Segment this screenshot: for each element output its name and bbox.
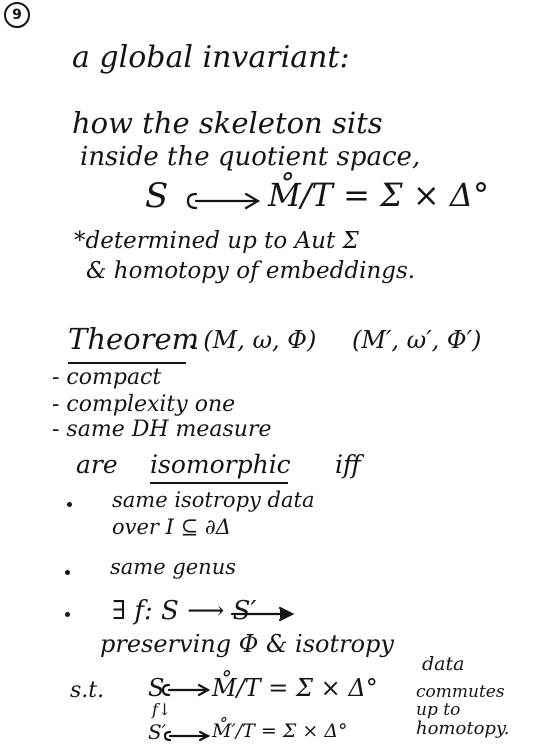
diagram-note-up-to: up to	[416, 700, 461, 720]
diagram-top-left: S	[148, 674, 165, 702]
diagram-st: s.t.	[70, 678, 105, 703]
page-number: 9	[4, 2, 30, 28]
heading: a global invariant:	[72, 40, 350, 75]
diagram-top-right: M̊/T = Σ × Δ°	[212, 674, 378, 702]
hook-arrow-bottom	[165, 732, 208, 740]
theorem-triple-2: (M′, ω′, Φ′)	[352, 326, 482, 354]
line-skeleton: how the skeleton sits	[72, 106, 383, 140]
iff-prefix: are	[76, 450, 118, 479]
bullet-data: data	[422, 653, 465, 675]
long-arrow-map	[232, 608, 292, 620]
diagram-f-label: f↓	[152, 700, 172, 719]
equation-rhs: M̊/T = Σ × Δ°	[268, 176, 489, 214]
iff-suffix: iff	[335, 450, 361, 479]
iff-isomorphic: isomorphic	[150, 450, 291, 479]
hook-arrow-embedding	[188, 194, 258, 208]
condition-compact: - compact	[52, 365, 162, 390]
bullet-genus: same genus	[110, 555, 237, 579]
bullet-isotropy-line2: over I ⊆ ∂Δ	[112, 515, 231, 539]
diagram-bottom-right: M̊′/T = Σ × Δ°	[212, 720, 348, 742]
diagram-bottom-left: S′	[148, 720, 167, 744]
equation-lhs: S	[145, 176, 169, 216]
theorem-triple-1: . (M, ω, Φ)	[188, 326, 317, 354]
condition-dh-measure: - same DH measure	[52, 417, 272, 442]
bullet-preserving: preserving Φ & isotropy	[100, 630, 394, 658]
note-homotopy: & homotopy of embeddings.	[86, 258, 416, 284]
diagram-note-homotopy: homotopy.	[416, 718, 510, 739]
bullet-isotropy-line1: same isotropy data	[112, 488, 315, 512]
diagram-note-commutes: commutes	[416, 682, 505, 702]
hook-arrow-top	[163, 685, 208, 695]
line-quotient: inside the quotient space,	[80, 142, 421, 172]
note-determined: *determined up to Aut Σ	[74, 228, 359, 254]
condition-complexity: - complexity one	[52, 392, 236, 417]
bullet-exists-map: ∃ f: S ⟶ S′	[112, 596, 257, 626]
theorem-label: Theorem	[68, 322, 200, 356]
